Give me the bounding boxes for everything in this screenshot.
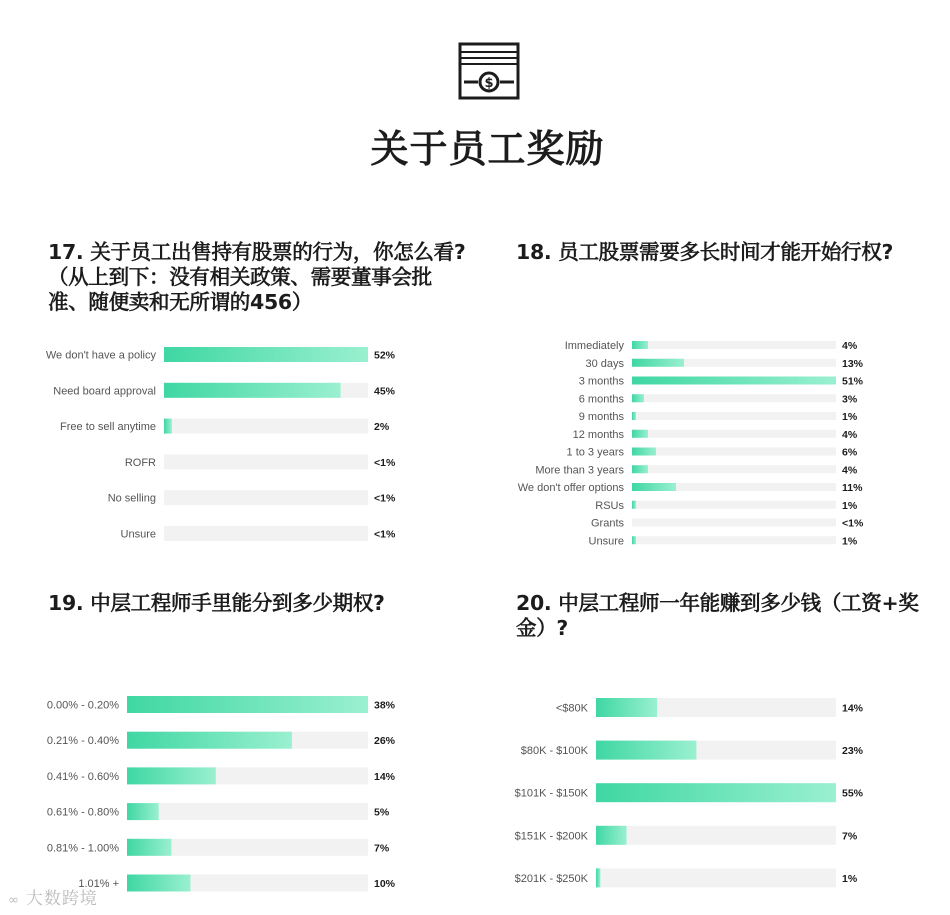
bar (127, 839, 171, 856)
value-label: <1% (374, 528, 396, 541)
bar-track (632, 412, 836, 420)
watermark-text: 大数跨境 (25, 889, 98, 909)
value-label: 4% (842, 340, 858, 352)
value-label: 4% (842, 428, 858, 441)
bar-track (596, 868, 836, 887)
bar (632, 377, 836, 385)
bar (632, 483, 676, 491)
bar (164, 347, 368, 362)
category-label: 0.21% - 0.40% (46, 735, 119, 748)
page-title: 关于员工奖励 (370, 127, 605, 171)
bar-track (164, 526, 368, 541)
bar (127, 803, 159, 820)
category-label: $101K - $150K (514, 787, 588, 800)
bar (632, 465, 648, 473)
value-label: 6% (842, 446, 858, 459)
value-label: 5% (374, 806, 390, 819)
bar (127, 875, 190, 892)
bar-track (596, 826, 836, 845)
bar (127, 732, 292, 749)
bar-track (632, 341, 836, 349)
category-label: $80K - $100K (520, 745, 588, 758)
bar-track (632, 519, 836, 527)
category-label: 0.00% - 0.20% (46, 699, 119, 712)
chart-17-group (46, 347, 396, 541)
value-label: 52% (374, 349, 396, 362)
bar (632, 359, 684, 367)
chart-19-group (47, 696, 396, 892)
category-label: Unsure (588, 535, 624, 548)
chart-18-title: 18. 员工股票需要多长时间才能开始行权? (516, 240, 894, 264)
category-label: We don't have a policy (45, 349, 156, 362)
category-label: 30 days (585, 357, 624, 370)
value-label: 2% (374, 421, 390, 434)
bar (164, 419, 172, 434)
value-label: 7% (374, 842, 390, 855)
svg-text:$: $ (484, 76, 494, 91)
value-label: 13% (842, 357, 864, 370)
value-label: 1% (842, 411, 858, 423)
category-label: 0.41% - 0.60% (46, 770, 119, 783)
category-label: RSUs (595, 499, 624, 512)
value-label: 26% (374, 735, 396, 748)
value-label: 1% (842, 499, 858, 512)
value-label: 7% (842, 830, 858, 843)
value-label: <1% (374, 456, 396, 469)
value-label: 23% (842, 745, 864, 758)
bar-track (164, 490, 368, 505)
value-label: 45% (374, 385, 396, 398)
value-label: <1% (842, 517, 864, 530)
bar (127, 696, 368, 713)
category-label: Grants (590, 517, 624, 530)
chart-19-title: 19. 中层工程师手里能分到多少期权? (48, 591, 385, 615)
value-label: 11% (842, 482, 863, 494)
category-label: 12 months (572, 428, 624, 441)
value-label: 51% (842, 375, 864, 388)
bar-track (164, 419, 368, 434)
watermark (8, 884, 98, 909)
value-label: <1% (374, 492, 396, 505)
category-label: We don't offer options (517, 482, 624, 494)
category-label: Free to sell anytime (60, 421, 156, 434)
watermark-logo-icon: ∞ (8, 893, 20, 908)
bar (632, 412, 636, 420)
chart-20-title: 20. 中层工程师一年能赚到多少钱（工资+奖金）? (516, 591, 919, 640)
category-label: Need board approval (53, 385, 156, 398)
bar-track (632, 465, 836, 473)
bar (632, 448, 656, 456)
category-label: 0.61% - 0.80% (46, 806, 119, 819)
bar (632, 341, 648, 349)
category-label: ROFR (124, 456, 156, 469)
chart-17-title: 17. 关于员工出售持有股票的行为，你怎么看?（从上到下：没有相关政策、需要董事会批准、随便卖和无所谓的456） (48, 240, 466, 314)
bar (596, 826, 627, 845)
value-label: 38% (374, 699, 396, 712)
category-label: 0.81% - 1.00% (46, 842, 119, 855)
value-label: 14% (374, 770, 396, 783)
bar (632, 501, 636, 509)
value-label: 55% (842, 787, 864, 800)
value-label: 14% (842, 702, 864, 715)
category-label: 9 months (578, 411, 624, 423)
bar (164, 383, 341, 398)
value-label: 3% (842, 393, 858, 406)
bar (632, 430, 648, 438)
bar-track (632, 448, 836, 456)
category-label: Immediately (564, 340, 624, 352)
chart-20-group (515, 698, 864, 887)
bar (632, 536, 636, 544)
bar-track (164, 454, 368, 469)
chart-18-group (518, 340, 864, 547)
bar (596, 868, 600, 887)
value-label: 4% (842, 464, 858, 477)
bar-track (632, 394, 836, 402)
bar (596, 698, 657, 717)
value-label: 1% (842, 872, 858, 885)
value-label: 1% (842, 535, 858, 548)
bar-track (632, 536, 836, 544)
category-label: 3 months (578, 375, 624, 388)
bar (632, 394, 644, 402)
category-label: Unsure (120, 528, 156, 541)
category-label: <$80K (555, 702, 588, 715)
category-label: 6 months (578, 393, 624, 406)
bar (127, 767, 216, 784)
category-label: 1.01% + (78, 878, 119, 890)
category-label: $151K - $200K (514, 830, 588, 843)
bar-track (632, 430, 836, 438)
bar (596, 783, 836, 802)
value-label: 10% (374, 878, 396, 890)
category-label: More than 3 years (535, 464, 624, 477)
category-label: No selling (107, 492, 156, 505)
bar-track (632, 501, 836, 509)
bar-track (127, 803, 368, 820)
bar (596, 741, 696, 760)
category-label: 1 to 3 years (566, 446, 624, 459)
category-label: $201K - $250K (514, 872, 588, 885)
